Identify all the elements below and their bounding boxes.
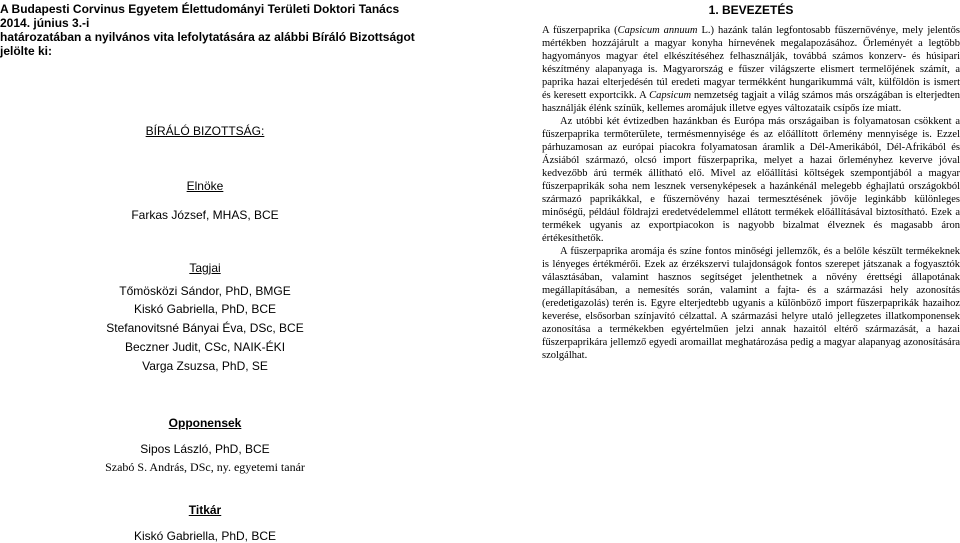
intro-paragraph-2: Az utóbbi két évtizedben hazánkban és Európa más országaiban is folyamatosan csökkent a fűszerpaprika termőterülete, termésmennyisége és az előállított őrlemény mennyisége is. Ezzel párhuzamosan az európai piacokra folyamatosan áramlik a Dél-Amerikából, Dél-Afrikából és Ázsiából származó, olcsó import fűszerpaprika, melyet a hazai őrleményhez keverve jóval kedvezőbb árú termék állítható elő. Mivel az előállítási költségek szempontjából a magyar fűszerpaprikák soha nem lesznek versenyképesek a hazánkénál melegebb éghajlatú országokból származó paprikákkal, e fűszernövény hazai termesztésének jövője leginkább különleges minőségű, például földrajzi eredetvédelemmel ellátott termékek előállításával biztosítható. Ezek a termékek ugyanis az exportpiacokon is nagyobb bizalmat élveznek és magasabb áron értékesíthetők. <box>542 116 960 244</box>
member-item: Stefanovitsné Bányai Éva, DSc, BCE <box>106 321 304 335</box>
member-item: Beczner Judit, CSc, NAIK-ÉKI <box>124 340 286 354</box>
italic-run: Capsicum annuum <box>617 25 698 36</box>
text-run: L.) hazánk talán legfontosabb fűszernövénye, mely jelentős mértékben hozzájárult a magyar konyha hírnevének megalapozásához. Őrleményét a legtöbb hagyományos magyar étel elkészítéséhez felhasználják, továbbá számos konzerv- és húsipari készítmény alapanyaga is. Magyarország e fűszer világszerte elismert termelőjének számít, a paprika hazai elterjedésén túl eredeti magyar termékként hungarikummá vált, külföldön is ismert és keresett exportcikk. A <box>542 25 960 101</box>
italic-run: Capsicum <box>649 90 692 101</box>
chair-label: Elnöke <box>186 179 224 193</box>
text-run: nemzetség tagjait a világ számos más országában is elterjedten használják élénk színük, kellemes aromájuk illetve egyes változataik csípős íze miatt. <box>542 90 960 114</box>
header-line-1: A Budapesti Corvinus Egyetem Élettudományi Területi Doktori Tanács 2014. június 3.-i <box>0 2 400 30</box>
section-heading: 1. BEVEZETÉS <box>708 3 794 17</box>
intro-paragraph-1 <box>542 24 960 115</box>
introduction-column <box>542 0 960 543</box>
committee-title: BÍRÁLÓ BIZOTTSÁG: <box>145 124 265 138</box>
members-label: Tagjai <box>189 261 221 275</box>
intro-paragraph-3: A fűszerpaprika aromája és színe fontos minőségi jellemzők, és a belőle készült termékeknek is lényeges értékmérői. Ezek az érzékszervi tulajdonságok fontos szerepet játszanak a fogyasztók választásában, valamint hasznos segítséget jelenthetnek a növény érettségi állapotának megállapításában, a nemesítés során, valamint a fajta- és a származási hely azonosítás (eredetigazolás) terén is. Egyre elterjedtebb ugyanis a különböző import fűszerpaprikák hazaihoz keverése, elsősorban színjavító célzattal. A származási helyre utaló jellegzetes illatkomponensek azonosítása a termékekben egyértelműen jelzi annak hazaitól eltérő származását, a hazai fűszerpaprikára jellemző egyedi aromaillat meghatározása pedig a magyar alapanyag azonosítására szolgálhat. <box>542 246 960 361</box>
introduction-body <box>542 24 960 362</box>
chair-name: Farkas József, MHAS, BCE <box>131 208 279 222</box>
committee-column <box>0 0 410 543</box>
opponent-item: Szabó S. András, DSc, ny. egyetemi tanár <box>105 460 305 474</box>
opponents-label: Opponensek <box>168 416 242 430</box>
member-item: Varga Zsuzsa, PhD, SE <box>142 359 268 373</box>
text-run: A fűszerpaprika ( <box>542 25 618 36</box>
secretary-label: Titkár <box>188 503 222 517</box>
secretary-name: Kiskó Gabriella, PhD, BCE <box>133 529 277 543</box>
member-item: Kiskó Gabriella, PhD, BCE <box>133 302 277 316</box>
member-item: Tőmösközi Sándor, PhD, BMGE <box>119 284 291 298</box>
opponent-item: Sipos László, PhD, BCE <box>140 442 270 456</box>
header-line-2: határozatában a nyilvános vita lefolytatására az alábbi Bíráló Bizottságot jelölte ki: <box>0 30 415 58</box>
